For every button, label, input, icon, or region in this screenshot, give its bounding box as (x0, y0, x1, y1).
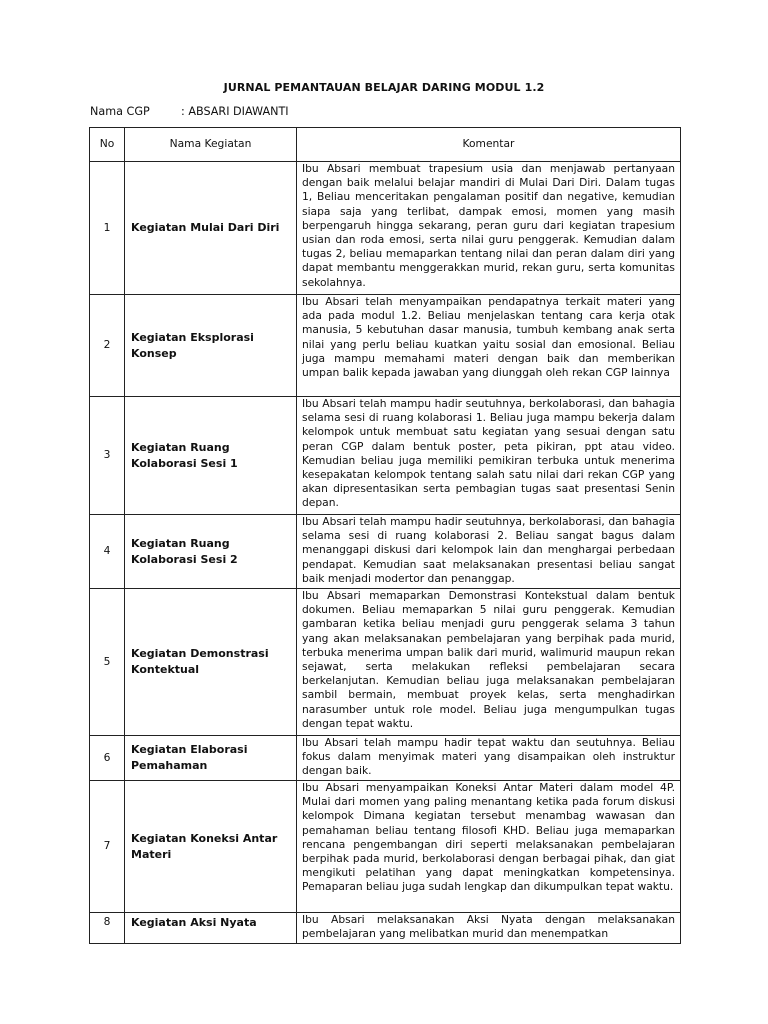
table-row (90, 589, 681, 736)
name-value: : ABSARI DIAWANTI (181, 105, 289, 118)
activity-name: Kegiatan Mulai Dari Diri (125, 162, 297, 295)
activity-comment: Ibu Absari membuat trapesium usia dan menjawab pertanyaan dengan baik melalui belajar mandiri di Mulai Dari Diri. Dalam tugas 1, Beliau menceritakan pengalaman positif dan negative, kemudian siapa saja yang terlibat, dampak emosi, momen yang masih berpengaruh hingga sekarang, peran guru dari kegiatan trapesium usian dan roda emosi, serta nilai guru penggerak. Kemudian dalam tugas 2, beliau memaparkan tentang nilai dan peran dalam diri yang dapat membantu menggerakkan murid, rekan guru, serta komunitas sekolahnya. (297, 162, 681, 295)
row-number: 5 (90, 589, 125, 736)
activity-name: Kegiatan Koneksi Antar Materi (125, 781, 297, 913)
table-row (90, 397, 681, 515)
activity-comment: Ibu Absari telah mampu hadir seutuhnya, berkolaborasi, dan bahagia selama sesi di ruang kolaborasi 2. Beliau sangat bagus dalam menanggapi diskusi dari kelompok lain dan menghargai perbedaan pendapat. Kemudian saat melaksanakan presentasi beliau sangat baik menjadi modertor dan penanggap. (297, 515, 681, 589)
header-activity: Nama Kegiatan (125, 128, 297, 162)
activity-comment: Ibu Absari telah mampu hadir seutuhnya, berkolaborasi, dan bahagia selama sesi di ruang kolaborasi 1. Beliau juga mampu bekerja dalam kelompok untuk membuat satu kegiatan yang sesuai dengan satu peran CGP dalam bentuk poster, peta pikiran, ppt atau video. Kemudian beliau juga memiliki pemikiran terbuka untuk menerima kesepakatan kelompok tentang salah satu nilai dari rekan CGP yang akan dipresentasikan serta pembagian tugas saat presentasi Senin depan. (297, 397, 681, 515)
table-row (90, 781, 681, 913)
table-row (90, 913, 681, 944)
row-number: 2 (90, 295, 125, 397)
row-number: 7 (90, 781, 125, 913)
activity-comment: Ibu Absari telah mampu hadir tepat waktu dan seutuhnya. Beliau fokus dalam menyimak materi yang disampaikan oleh instruktur dengan baik. (297, 736, 681, 781)
activity-name: Kegiatan Eksplorasi Konsep (125, 295, 297, 397)
row-number: 8 (90, 913, 125, 944)
header-comment: Komentar (297, 128, 681, 162)
activity-name: Kegiatan Demonstrasi Kontektual (125, 589, 297, 736)
table-header-row (90, 128, 681, 162)
activity-name: Kegiatan Ruang Kolaborasi Sesi 2 (125, 515, 297, 589)
activity-name: Kegiatan Elaborasi Pemahaman (125, 736, 297, 781)
activity-comment-text: Ibu Absari melaksanakan Aksi Nyata dengan melaksanakan pembelajaran yang melibatkan murid dan menempatkan (302, 913, 675, 941)
activity-name: Kegiatan Aksi Nyata (125, 913, 297, 944)
table-row (90, 295, 681, 397)
row-number: 6 (90, 736, 125, 781)
journal-table (89, 127, 681, 944)
activity-name: Kegiatan Ruang Kolaborasi Sesi 1 (125, 397, 297, 515)
table-row (90, 515, 681, 589)
activity-comment (297, 913, 681, 944)
header-no: No (90, 128, 125, 162)
table-row (90, 736, 681, 781)
name-label: Nama CGP (90, 105, 150, 118)
row-number: 4 (90, 515, 125, 589)
participant-info (90, 105, 289, 118)
document-title: JURNAL PEMANTAUAN BELAJAR DARING MODUL 1.2 (223, 81, 545, 94)
activity-comment: Ibu Absari menyampaikan Koneksi Antar Materi dalam model 4P. Mulai dari momen yang paling menantang ketika pada forum diskusi kelompok Dimana kegiatan tersebut menambag wawasan dan pemahaman beliau tentang filosofi KHD. Beliau juga memaparkan rencana pengembangan diri seperti melaksanakan pembelajaran berpihak pada murid, berkolaborasi dengan berbagai pihak, dan giat mengikuti pelatihan yang dapat meningkatkan kompetensinya. Pemaparan beliau juga sudah lengkap dan dikumpulkan tepat waktu. (297, 781, 681, 913)
table-row (90, 162, 681, 295)
activity-comment: Ibu Absari telah menyampaikan pendapatnya terkait materi yang ada pada modul 1.2. Beliau menjelaskan tentang cara kerja otak manusia, 5 kebutuhan dasar manusia, tumbuh kembang anak serta nilai yang perlu beliau kuatkan yaitu sosial dan emosional. Beliau juga mampu memahami materi dengan baik dan memberikan umpan balik kepada jawaban yang diunggah oleh rekan CGP lainnya (297, 295, 681, 397)
activity-comment: Ibu Absari memaparkan Demonstrasi Kontekstual dalam bentuk dokumen. Beliau memaparkan 5 nilai guru penggerak. Kemudian gambaran ketika beliau menjadi guru penggerak selama 3 tahun yang akan melaksanakan pembelajaran yang berpihak pada murid, terbuka menerima umpan balik dari murid, walimurid maupun rekan sejawat, serta melakukan refleksi pembelajaran secara berkelanjutan. Kemudian beliau juga melaksanakan pembelajaran sambil bermain, membuat proyek kelas, serta menghadirkan narasumber untuk role model. Beliau juga mengumpulkan tugas dengan tepat waktu. (297, 589, 681, 736)
row-number: 1 (90, 162, 125, 295)
row-number: 3 (90, 397, 125, 515)
